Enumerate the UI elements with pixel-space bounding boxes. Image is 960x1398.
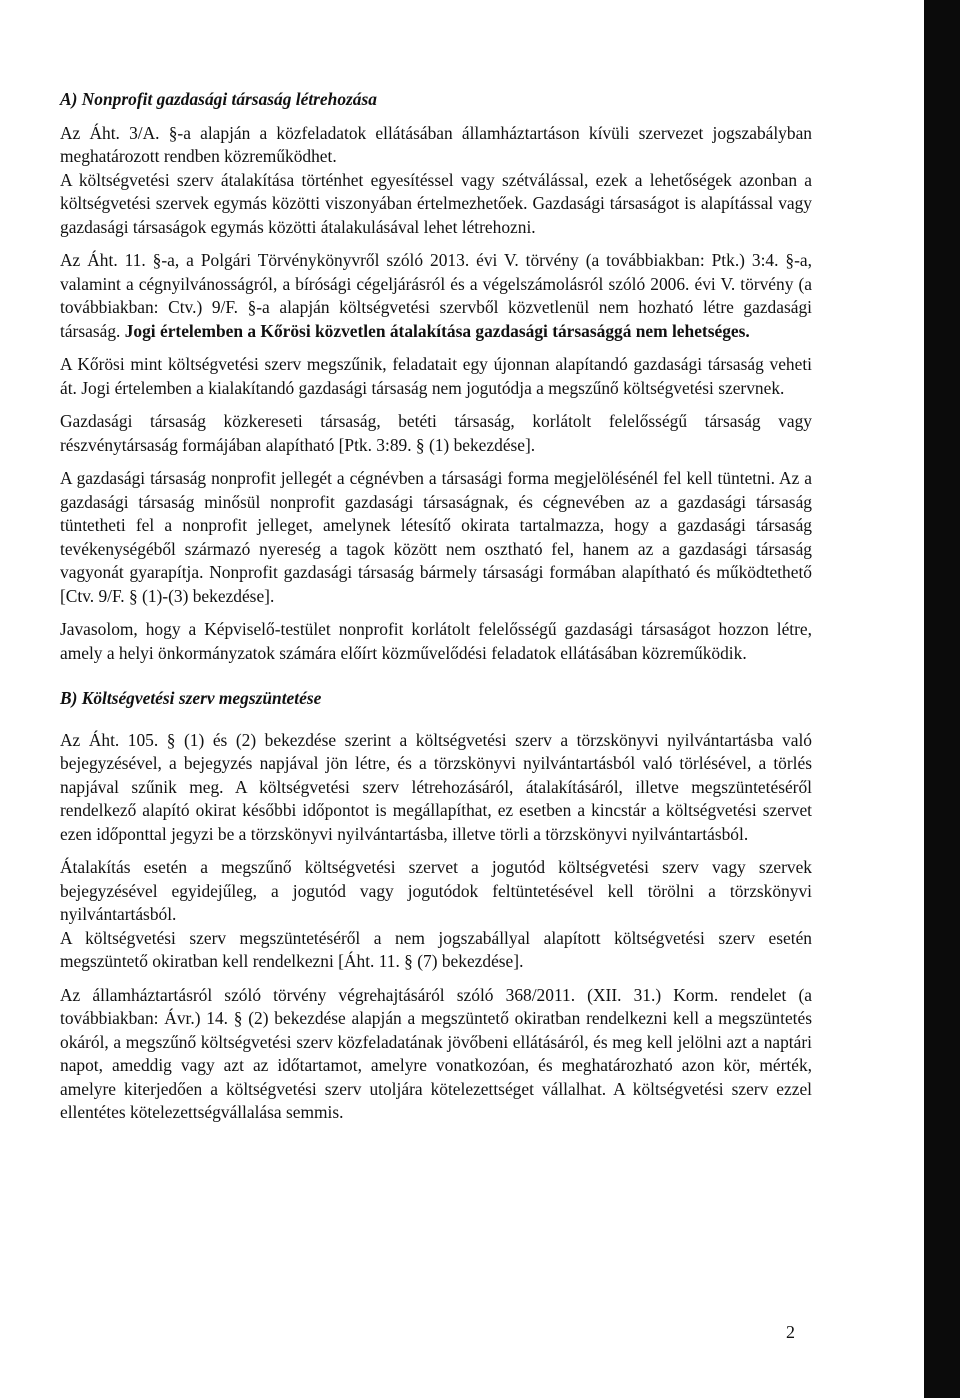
section-a-paragraph-2: A költségvetési szerv átalakítása történhet egyesítéssel vagy szétválással, ezek a lehetőségek azonban a költségvetési szervek egymás közötti viszonyában értelmezhetőek. Gazdasági társaságot is alapítással vagy gazdasági társaságok egymás közötti átalakulásával lehet létrehozni. xyxy=(60,169,812,237)
section-a-heading: A) Nonprofit gazdasági társaság létrehozása xyxy=(60,89,377,109)
paragraph-3-text: Az Áht. 11. §-a, a Polgári Törvénykönyvről szóló 2013. évi V. törvény (a továbbiakban: Ptk.) 3:4. §-a, valamint a cégnyilvánosságról, a bírósági cégeljárásról és a végelszámolásról szóló 2006. évi V. törvény (a továbbiakban: Ctv.) 9/F. §-a alapján költségvetési szervből közvetlenül nem hozható létre gazdasági társaság. xyxy=(60,250,812,341)
scan-edge-bar xyxy=(924,0,960,1398)
section-b-heading: B) Költségvetési szerv megszüntetése xyxy=(60,688,322,708)
section-b-paragraph-2: Átalakítás esetén a megszűnő költségvetési szervet a jogutód költségvetési szerv vagy szervek bejegyzésével egyidejűleg, a jogutód vagy jogutódok feltüntetésével kell törölni a törzskönyvi nyilvántartásból. xyxy=(60,857,812,924)
section-a-paragraph-1: Az Áht. 3/A. §-a alapján a közfeladatok ellátásában államháztartáson kívüli szervezet jogszabályban meghatározott rendben közreműködhet. xyxy=(60,122,812,166)
page-number: 2 xyxy=(786,1322,795,1342)
section-a-paragraph-7: Javasolom, hogy a Képviselő-testület nonprofit korlátolt felelősségű gazdasági társaságot hozzon létre, amely a helyi önkormányzatok számára előírt közművelődési feladatok ellátásában közreműködik. xyxy=(60,619,812,663)
section-b-paragraph-1: Az Áht. 105. § (1) és (2) bekezdése szerint a költségvetési szerv a törzskönyvi nyilvántartásba való bejegyzésével, a bejegyzés napjával jön létre, és a törzskönyvi nyilvántartásból való törlésével, a törlés napjával szűnik meg. A költségvetési szerv létrehozásáról, átalakításáról, illetve megszüntetéséről rendelkező alapító okirat későbbi időpontot is megállapíthat, ez esetben a kincstár a költségvetési szervet ezen időponttal jegyzi be a törzskönyvi nyilvántartásba, illetve törli a törzskönyvi nyilvántartásból. xyxy=(60,729,812,844)
section-a-paragraph-3 xyxy=(60,249,812,343)
paragraph-3-bold-conclusion: Jogi értelemben a Kőrösi közvetlen átalakítása gazdasági társasággá nem lehetséges. xyxy=(124,320,750,341)
section-a-paragraph-4: A Kőrösi mint költségvetési szerv megszűnik, feladatait egy újonnan alapítandó gazdasági társaság veheti át. Jogi értelemben a kialakítandó gazdasági társaság nem jogutódja a megszűnő költségvetési szervnek. xyxy=(60,354,812,398)
section-a-paragraph-5: Gazdasági társaság közkereseti társaság, betéti társaság, korlátolt felelősségű társaság vagy részvénytársaság formájában alapítható [Ptk. 3:89. § (1) bekezdése]. xyxy=(60,411,812,455)
section-b-paragraph-4: Az államháztartásról szóló törvény végrehajtásáról szóló 368/2011. (XII. 31.) Korm. rendelet (a továbbiakban: Ávr.) 14. § (2) bekezdése alapján a megszüntető okiratban rendelkezni kell a megszüntetés okáról, a megszűnő költségvetési szerv közfeladatának jövőbeni ellátásáról, és meg kell jelölni azt a naptári napot, ameddig vagy azt az időtartamot, amelyre vonatkozóan, és meghatározható azon kör, mérték, amelyre kiterjedően a költségvetési szerv utoljára kötelezettséget vállalhat. A költségvetési szerv ezzel ellentétes kötelezettségvállalása semmis. xyxy=(60,984,812,1122)
section-b-paragraph-3: A költségvetési szerv megszüntetéséről a nem jogszabállyal alapított költségvetési szerv esetén megszüntető okiratban kell rendelkezni [Áht. 11. § (7) bekezdése]. xyxy=(60,927,812,971)
section-a-paragraph-6: A gazdasági társaság nonprofit jellegét a cégnévben a társasági forma megjelölésénél fel kell tüntetni. Az a gazdasági társaság minősül nonprofit gazdasági társaságnak, és cégnevében az a gazdasági társaság tüntetheti fel a nonprofit jelleget, amelynek létesítő okirata tartalmazza, hogy a gazdasági társaság tevékenységéből származó nyereség a tagok között nem osztható fel, hanem az a gazdasági társaság vagyonát gyarapítja. Nonprofit gazdasági társaság bármely társasági formában alapítható és működtethető [Ctv. 9/F. § (1)-(3) bekezdése]. xyxy=(60,468,812,606)
document-body xyxy=(60,88,812,1135)
